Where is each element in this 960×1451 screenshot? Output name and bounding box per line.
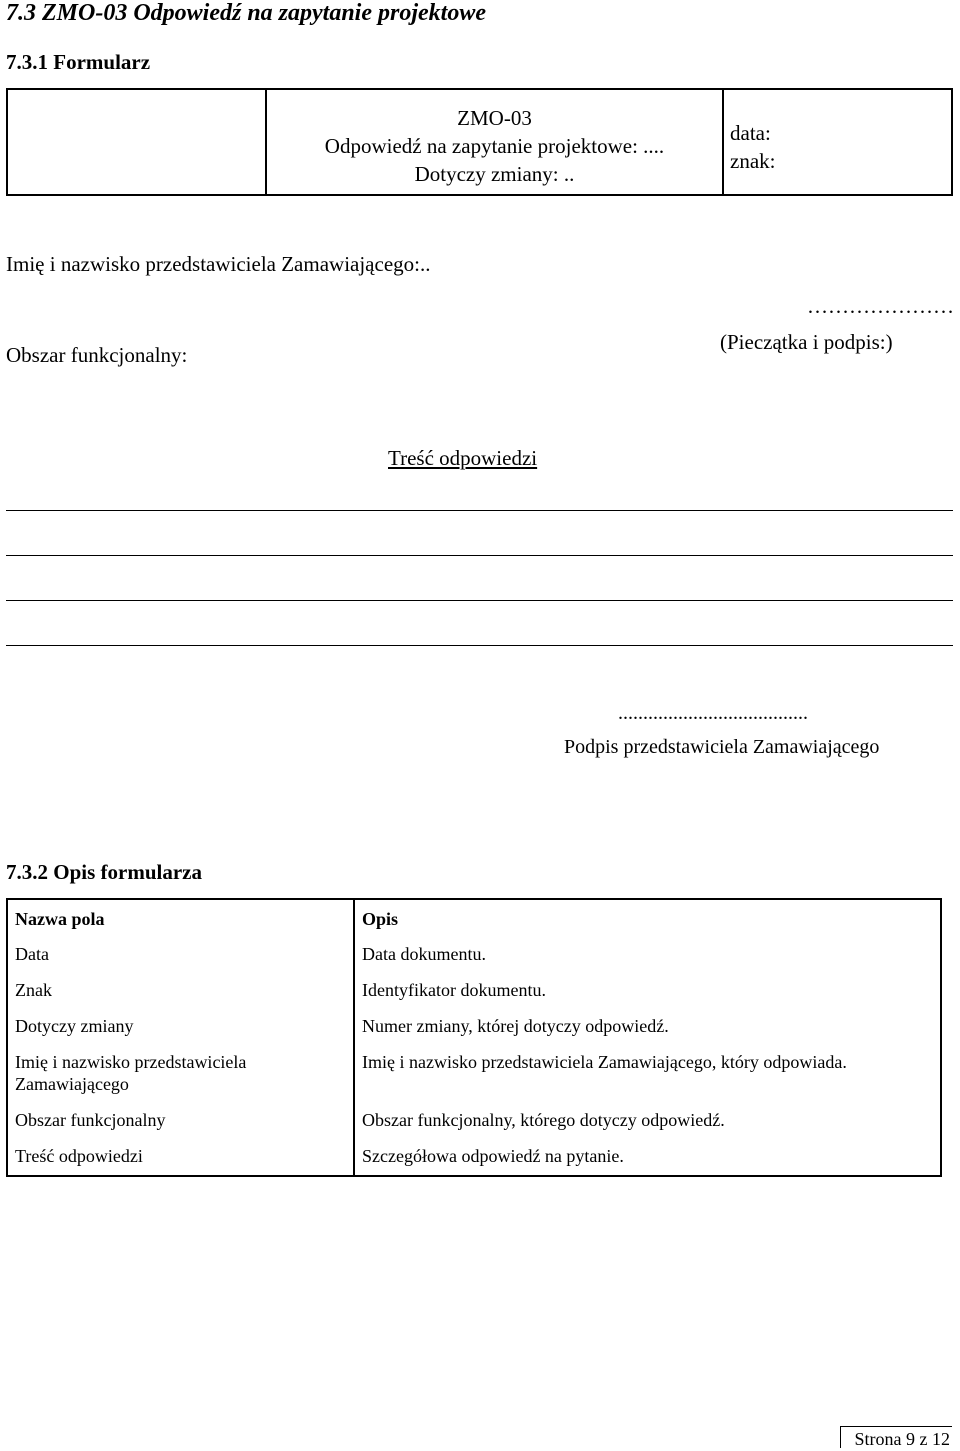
response-line-3 — [6, 600, 953, 601]
field-name: Dotyczy zmiany — [7, 1008, 354, 1044]
field-description: Imię i nazwisko przedstawiciela Zamawiającego, który odpowiada. — [362, 1052, 847, 1072]
signature-dots: ...................................... — [618, 702, 808, 724]
response-line-4 — [6, 645, 953, 646]
header-description: Opis — [362, 909, 399, 929]
signature-label: Podpis przedstawiciela Zamawiającego — [564, 736, 880, 758]
mark-label: znak: — [730, 149, 776, 173]
field-description: Numer zmiany, której dotyczy odpowiedź. — [362, 1016, 669, 1036]
description-table — [6, 898, 942, 1177]
header-field-name: Nazwa pola — [7, 899, 354, 936]
change-line: Dotyczy zmiany: .. — [414, 162, 575, 186]
table-row — [7, 936, 941, 972]
date-label: data: — [730, 121, 771, 145]
field-name: Imię i nazwisko przedstawiciela Zamawiającego — [7, 1044, 354, 1102]
subsection-desc-title: 7.3.2 Opis formularza — [6, 860, 202, 884]
field-description: Identyfikator dokumentu. — [362, 980, 546, 1000]
field-description: Data dokumentu. — [362, 944, 486, 964]
stamp-dots: ………………… — [807, 294, 954, 318]
header-empty-cell — [8, 90, 267, 194]
field-name: Znak — [7, 972, 354, 1008]
field-name: Obszar funkcjonalny — [7, 1102, 354, 1138]
section-title: 7.3 ZMO-03 Odpowiedź na zapytanie projektowe — [6, 0, 486, 26]
representative-field: Imię i nazwisko przedstawiciela Zamawiającego:.. — [6, 252, 431, 276]
response-line-1 — [6, 510, 953, 511]
header-center-cell — [267, 90, 724, 194]
field-description: Obszar funkcjonalny, którego dotyczy odpowiedź. — [362, 1110, 725, 1130]
response-line-2 — [6, 555, 953, 556]
page-number: Strona 9 z 12 — [840, 1426, 952, 1448]
stamp-label: (Pieczątka i podpis:) — [720, 330, 893, 354]
table-row — [7, 1138, 941, 1176]
header-right-cell — [724, 90, 951, 194]
subsection-form-title: 7.3.1 Formularz — [6, 50, 151, 74]
field-name: Data — [7, 936, 354, 972]
form-code: ZMO-03 — [457, 106, 532, 130]
field-description: Szczegółowa odpowiedź na pytanie. — [362, 1146, 624, 1166]
field-name: Treść odpowiedzi — [7, 1138, 354, 1176]
table-row — [7, 1008, 941, 1044]
table-row — [7, 1102, 941, 1138]
table-row — [7, 972, 941, 1008]
response-line: Odpowiedź na zapytanie projektowe: .... — [324, 134, 665, 158]
form-header-box — [6, 88, 953, 196]
table-row — [7, 1044, 941, 1102]
functional-area-field: Obszar funkcjonalny: — [6, 343, 188, 367]
response-heading: Treść odpowiedzi — [388, 446, 538, 470]
table-header-row — [7, 899, 941, 936]
